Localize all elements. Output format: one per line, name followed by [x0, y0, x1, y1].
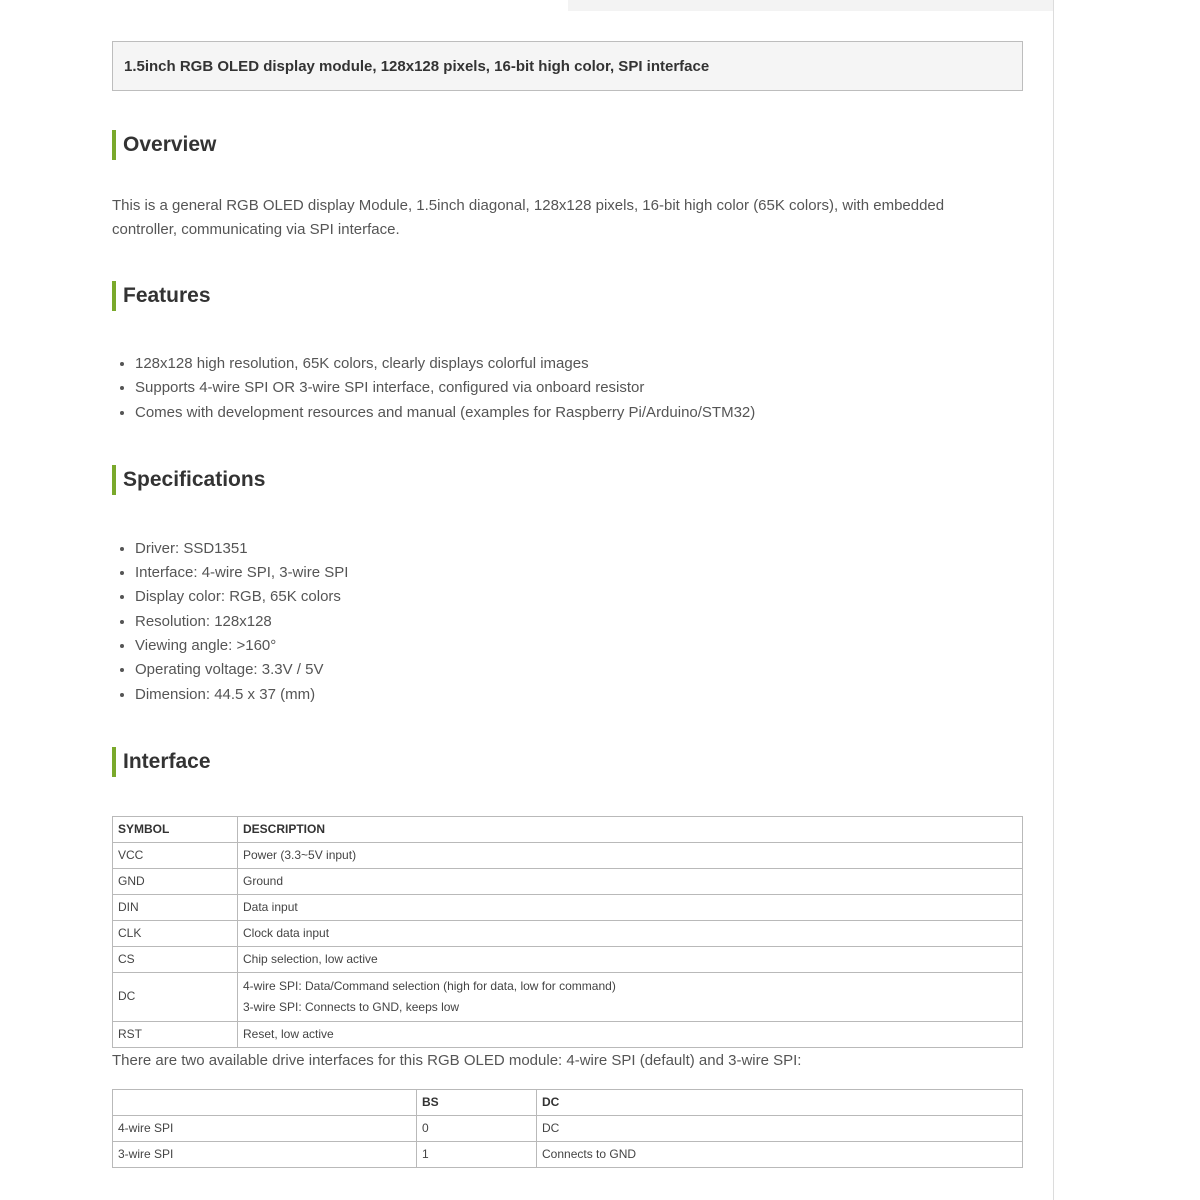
top-panel-strip: [568, 0, 1053, 11]
mode-dc-value: Connects to GND: [537, 1141, 1023, 1167]
pin-description: Ground: [238, 868, 1023, 894]
overview-paragraph: This is a general RGB OLED display Module, 1.5inch diagonal, 128x128 pixels, 16-bit high color (65K colors), with embedded controller, communicating via SPI interface.: [112, 197, 945, 238]
table-row: [113, 946, 1023, 972]
features-heading-text: Features: [123, 284, 211, 307]
features-list: [112, 352, 1023, 425]
specifications-heading-text: Specifications: [123, 467, 266, 491]
product-description: [112, 41, 1023, 1168]
list-item: • Resolution: 128x128: [135, 610, 1023, 634]
mode-dc-value: DC: [537, 1115, 1023, 1141]
product-summary-box: [112, 41, 1023, 91]
list-item: • Supports 4-wire SPI OR 3-wire SPI interface, configured via onboard resistor: [135, 376, 1023, 400]
column-header-mode: [113, 1089, 417, 1115]
interface-note: There are two available drive interfaces for this RGB OLED module: 4-wire SPI (default) and 3-wire SPI:: [112, 1051, 802, 1069]
pin-table: [112, 816, 1023, 1048]
specifications-heading: [112, 465, 1023, 495]
overview-heading: [112, 130, 1023, 160]
pin-symbol: CLK: [113, 920, 238, 946]
product-summary-text: 1.5inch RGB OLED display module, 128x128 pixels, 16-bit high color, SPI interface: [124, 57, 710, 75]
list-item: • 128x128 high resolution, 65K colors, clearly displays colorful images: [135, 352, 1023, 376]
mode-bs-value: 1: [417, 1141, 537, 1167]
pin-description-line: 3-wire SPI: Connects to GND, keeps low: [243, 999, 460, 1014]
pin-description: [238, 972, 1023, 1021]
list-item: • Dimension: 44.5 x 37 (mm): [135, 683, 1023, 707]
list-item: • Display color: RGB, 65K colors: [135, 585, 1023, 609]
pin-description: Data input: [238, 894, 1023, 920]
table-row: [113, 972, 1023, 1021]
table-row: [113, 894, 1023, 920]
pin-description: Reset, low active: [238, 1021, 1023, 1047]
pin-description: Power (3.3~5V input): [238, 842, 1023, 868]
overview-heading-text: Overview: [123, 133, 217, 156]
pin-symbol: DC: [113, 972, 238, 1021]
features-heading: [112, 281, 1023, 311]
list-item: • Comes with development resources and manual (examples for Raspberry Pi/Arduino/STM32): [135, 401, 1023, 425]
column-header-symbol: SYMBOL: [113, 816, 238, 842]
pin-symbol: GND: [113, 868, 238, 894]
heading-accent-bar: [112, 281, 116, 311]
list-item: • Interface: 4-wire SPI, 3-wire SPI: [135, 561, 1023, 585]
mode-name: 3-wire SPI: [113, 1141, 417, 1167]
heading-accent-bar: [112, 130, 116, 160]
pin-description: Clock data input: [238, 920, 1023, 946]
pin-description: Chip selection, low active: [238, 946, 1023, 972]
column-header-dc: DC: [537, 1089, 1023, 1115]
pin-symbol: DIN: [113, 894, 238, 920]
pin-symbol: CS: [113, 946, 238, 972]
mode-bs-value: 0: [417, 1115, 537, 1141]
pin-symbol: RST: [113, 1021, 238, 1047]
mode-table: [112, 1089, 1023, 1168]
table-header-row: [113, 1089, 1023, 1115]
table-row: [113, 842, 1023, 868]
table-row: [113, 1021, 1023, 1047]
column-header-description: DESCRIPTION: [238, 816, 1023, 842]
heading-accent-bar: [112, 465, 116, 495]
list-item: • Driver: SSD1351: [135, 537, 1023, 561]
list-item: • Operating voltage: 3.3V / 5V: [135, 658, 1023, 682]
table-row: [113, 1115, 1023, 1141]
specifications-list: [112, 537, 1023, 707]
pin-description-line: 4-wire SPI: Data/Command selection (high for data, low for command): [243, 978, 616, 993]
list-item: • Viewing angle: >160°: [135, 634, 1023, 658]
table-row: [113, 868, 1023, 894]
interface-heading-text: Interface: [123, 749, 211, 773]
interface-heading: [112, 747, 1023, 777]
mode-name: 4-wire SPI: [113, 1115, 417, 1141]
page-edge-divider: [1053, 0, 1054, 1200]
heading-accent-bar: [112, 747, 116, 777]
table-header-row: [113, 816, 1023, 842]
table-row: [113, 1141, 1023, 1167]
pin-symbol: VCC: [113, 842, 238, 868]
table-row: [113, 920, 1023, 946]
column-header-bs: BS: [417, 1089, 537, 1115]
